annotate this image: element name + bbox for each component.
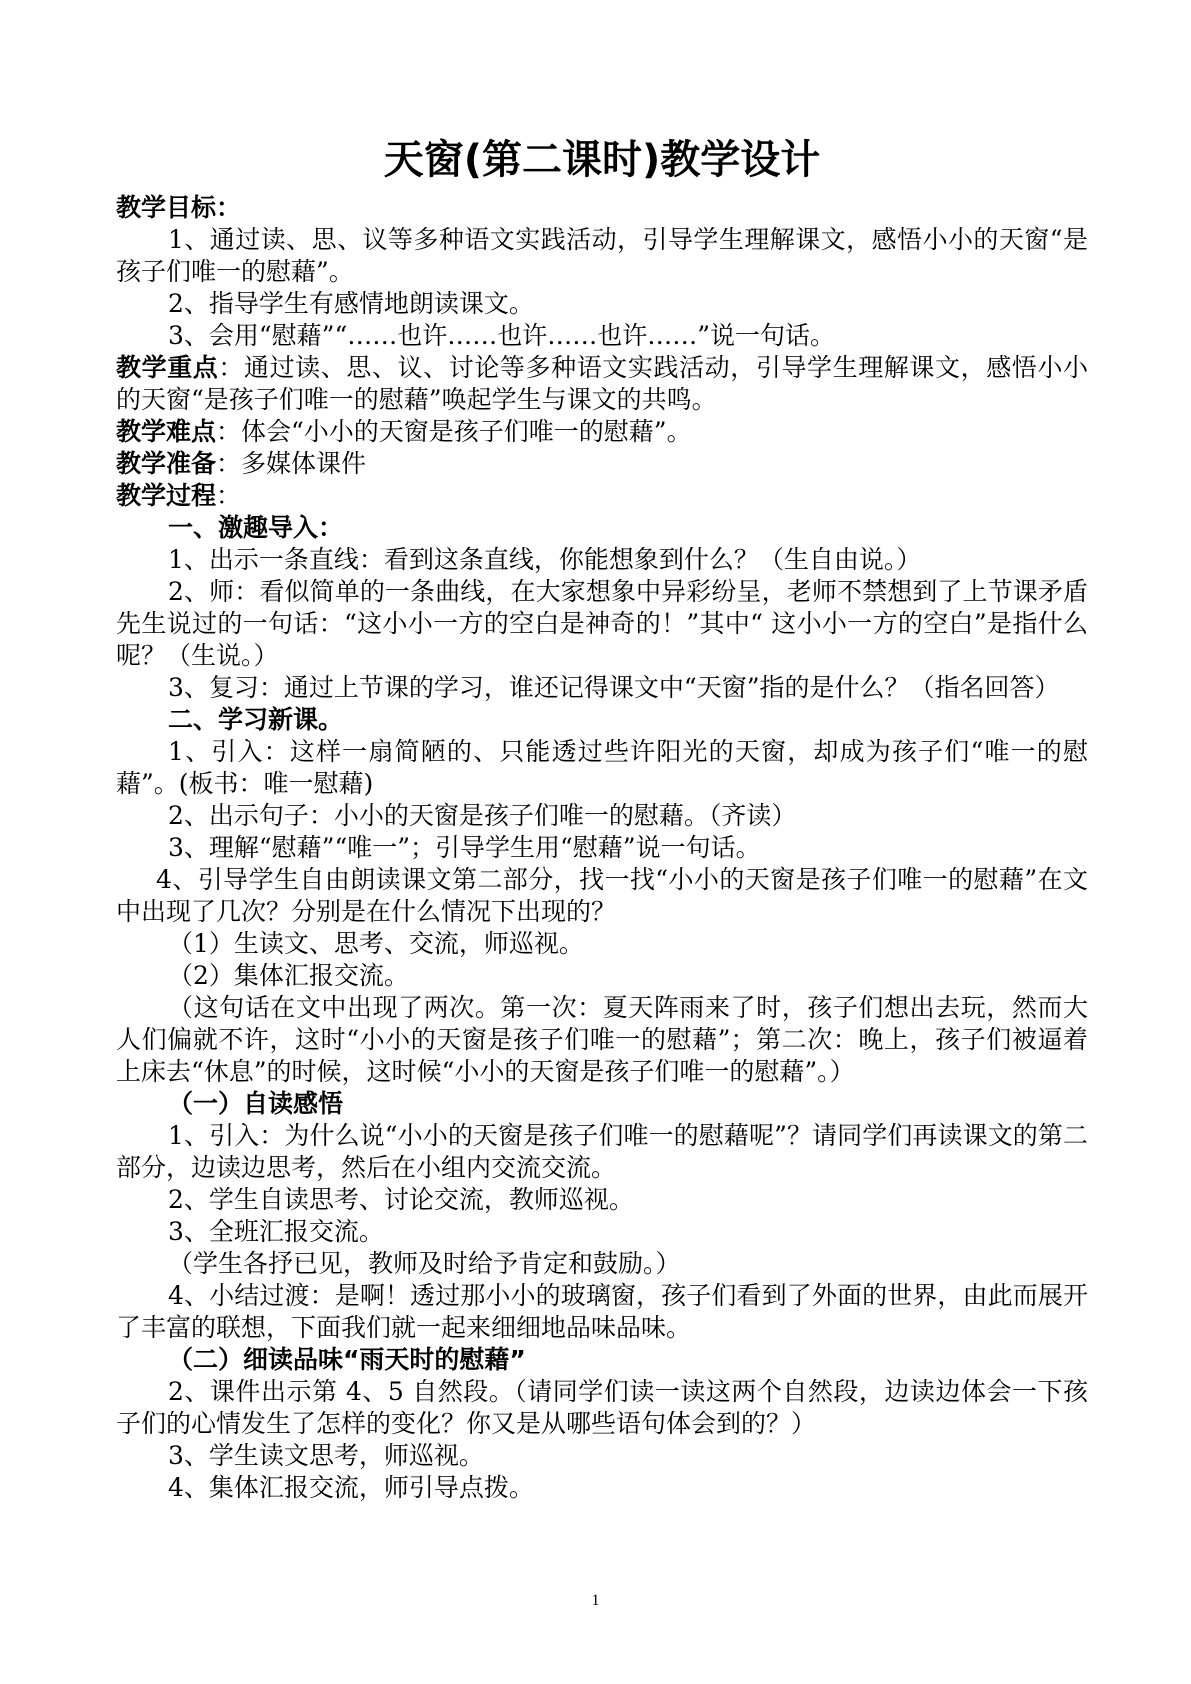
key-label: 教学重点 <box>116 353 219 382</box>
sub1-heading: （一）自读感悟 <box>168 1089 344 1118</box>
objective-item: 3、会用“慰藉”“……也许……也许……也许……”说一句话。 <box>168 321 836 350</box>
section2-item: （2）集体汇报交流。 <box>168 961 409 990</box>
difficulty-text: ：体会“小小的天窗是孩子们唯一的慰藉”。 <box>216 417 692 446</box>
section2-heading: 二、学习新课。 <box>168 705 344 734</box>
key-text: ：通过读、思、议、讨论等多种语文实践活动，引导学生理解课文，感悟小小的天窗“是孩子们唯一的慰藉”唤起学生与课文的共鸣。 <box>116 353 1088 414</box>
section2-item: （这句话在文中出现了两次。第一次：夏天阵雨来了时，孩子们想出去玩，然而大人们偏就不许，这时“小小的天窗是孩子们唯一的慰藉”；第二次：晚上，孩子们被逼着上床去“休息”的时候，这时候“小小的天窗是孩子们唯一的慰藉”。） <box>116 993 1088 1086</box>
sub2-item: 4、集体汇报交流，师引导点拨。 <box>168 1473 534 1502</box>
process-label: 教学过程 <box>116 481 217 510</box>
section2-item: 2、出示句子：小小的天窗是孩子们唯一的慰藉。（齐读） <box>168 801 797 830</box>
sub1-item: 3、全班汇报交流。 <box>168 1217 384 1246</box>
objective-item: 1、通过读、思、议等多种语文实践活动，引导学生理解课文，感悟小小的天窗“是孩子们唯一的慰藉”。 <box>116 225 1088 286</box>
prep-label: 教学准备 <box>116 449 217 478</box>
sub2-item: 2、课件出示第 4、5 自然段。（请同学们读一读这两个自然段，边读边体会一下孩子们的心情发生了怎样的变化？你又是从哪些语句体会到的？） <box>116 1377 1088 1438</box>
objectives-label: 教学目标： <box>116 193 242 222</box>
preparation <box>116 448 1088 480</box>
difficulty-label: 教学难点 <box>116 417 217 446</box>
section1-item: 2、师：看似简单的一条曲线，在大家想象中异彩纷呈，老师不禁想到了上节课矛盾先生说过的一句话：“这小小一方的空白是神奇的！”其中“ 这小小一方的空白”是指什么呢？（生说。） <box>116 577 1088 670</box>
process <box>116 480 1088 512</box>
objective-item: 2、指导学生有感情地朗读课文。 <box>168 289 534 318</box>
sub1-item: （学生各抒已见，教师及时给予肯定和鼓励。） <box>168 1249 681 1278</box>
section2-item: 4、引导学生自由朗读课文第二部分，找一找“小小的天窗是孩子们唯一的慰藉”在文中出现了几次？分别是在什么情况下出现的？ <box>116 865 1088 926</box>
sub1-item: 2、学生自读思考、讨论交流，教师巡视。 <box>168 1185 634 1214</box>
sub2-item: 3、学生读文思考，师巡视。 <box>168 1441 484 1470</box>
sub2-heading: （二）细读品味“雨天时的慰藉” <box>168 1345 526 1374</box>
sub1-item: 4、小结过渡：是啊！透过那小小的玻璃窗，孩子们看到了外面的世界，由此而展开了丰富的联想，下面我们就一起来细细地品味品味。 <box>116 1281 1088 1342</box>
section1-heading: 一、激趣导入： <box>168 513 344 542</box>
key-points <box>116 352 1088 416</box>
section2-item: （1）生读文、思考、交流，师巡视。 <box>168 929 584 958</box>
section2-item: 3、理解“慰藉”“唯一”；引导学生用“慰藉”说一句话。 <box>168 833 761 862</box>
section2-item: 1、引入：这样一扇简陋的、只能透过些许阳光的天窗，却成为孩子们“唯一的慰藉”。(板书：唯一慰藉) <box>116 737 1088 798</box>
document-page <box>116 130 1088 1504</box>
process-colon: ： <box>216 481 242 510</box>
document-title: 天窗(第二课时)教学设计 <box>383 137 821 183</box>
section1-item: 1、出示一条直线：看到这条直线，你能想象到什么？（生自由说。） <box>168 545 922 574</box>
page-number: 1 <box>591 1592 600 1609</box>
sub1-item: 1、引入：为什么说“小小的天窗是孩子们唯一的慰藉呢”？请同学们再读课文的第二部分，边读边思考，然后在小组内交流交流。 <box>116 1121 1088 1182</box>
section1-item: 3、复习：通过上节课的学习，谁还记得课文中“天窗”指的是什么？（指名回答） <box>168 673 1060 702</box>
difficulty <box>116 416 1088 448</box>
prep-text: ：多媒体课件 <box>216 449 367 478</box>
